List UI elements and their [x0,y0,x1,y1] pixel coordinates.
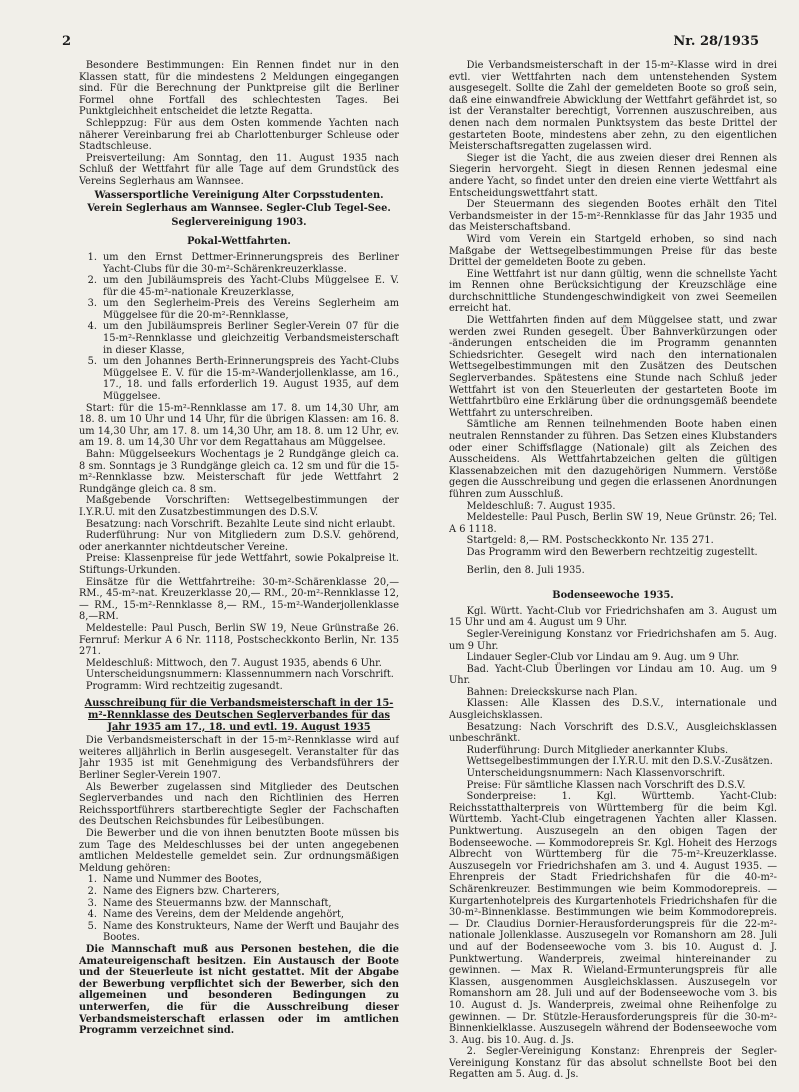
paragraph: Meldeschluß: Mittwoch, den 7. August 1935, abends 6 Uhr. [85,657,382,669]
paragraph: Unterscheidungsnummern: Nach Klassenvorschrift. [466,768,726,780]
list-item: 1. Name und Nummer des Bootes, [87,874,262,886]
paragraph: Lindauer Segler-Club vor Lindau am 9. Aug. um 9 Uhr. [466,652,740,664]
paragraph: Wird vom Verein ein Startgeld erhoben, so sind nach Maßgabe der Wettsegelbestimmungen Preise für das beste Drittel der gemeldeten Boote zu geben. [449,233,777,269]
entry-requirements-list [79,874,399,944]
paragraph: Meldeschluß: 7. August 1935. [466,500,616,512]
paragraph: Die Wettfahrten finden auf dem Müggelsee statt, und zwar werden zwei Runden gesegelt. Über Bahnverkürzungen oder -änderungen entscheiden die im Programm genannten Schiedsrichter. Gesegelt wird nach den internationalen Wettsegelbestimmungen mit den Zusätzen des Deutschen Seglerverbandes. Spätestens eine Stunde nach Schluß jeder Wettfahrt ist von den Steuerleuten der gestarteten Boote im Wettfahrtbüro eine Erklärung über die ordnungsgemäß beendete Wettfahrt zu unterschreiben. [449,315,777,419]
organizers-line: Verein Seglerhaus am Wannsee. Segler-Club Tegel-See. [87,203,391,215]
list-item: 3. um den Seglerheim-Preis des Vereins Seglerheim am Müggelsee für die 20-m²-Rennklasse, [87,298,399,321]
paragraph: Programm: Wird rechtzeitig zugesandt. [85,680,283,692]
paragraph: Einsätze für die Wettfahrtreihe: 30-m²-Schärenklasse 20,— RM., 45-m²-nat. Kreuzerklasse 20,— RM., 20-m²-Rennklasse 12,— RM., 15-m²-Rennklasse 8,— RM., 15-m²-Wanderjollenklasse 8,—RM. [79,576,399,623]
list-item: 3. Name des Steuermanns bzw. der Mannschaft, [87,897,332,909]
date-line: Berlin, den 8. Juli 1935. [466,564,585,576]
organizers-line: Wassersportliche Vereinigung Alter Corpsstudenten. [94,189,384,201]
organizers-line: Seglervereinigung 1903. [171,216,307,228]
paragraph: Ruderführung: Durch Mitglieder anerkannter Klubs. [466,744,729,756]
section-heading: Pokal-Wettfahrten. [187,236,291,248]
paragraph: Als Bewerber zugelassen sind Mitglieder des Deutschen Seglerverbandes und nach den Richtlinien des Herren Reichssportführers startberechtigte Segler der Fachschaften des Deutschen Reichsbundes für Leibesübungen. [79,781,399,828]
paragraph: Wettsegelbestimmungen der I.Y.R.U. mit den D.S.V.-Zusätzen. [466,756,773,768]
paragraph: Segler-Vereinigung Konstanz vor Friedrichshafen am 5. Aug. um 9 Uhr. [449,628,777,652]
list-item: 4. um den Jubiläumspreis Berliner Segler-Verein 07 für die 15-m²-Rennklasse und gleichzeitig Verbandsmeisterschaft in dieser Klasse, [87,321,399,356]
paragraph: 2. Segler-Vereinigung Konstanz: Ehrenpreis der Segler-Vereinigung Konstanz für das absolut schnellste Boot bei den Regatten am 5. Aug. d. Js. [449,1046,777,1080]
paragraph: Preise: Für sämtliche Klassen nach Vorschrift des D.S.V. [466,779,746,791]
list-item: 5. Name des Konstrukteurs, Name der Werft und Baujahr des Bootes. [87,920,399,944]
paragraph: Die Mannschaft muß aus Personen bestehen, die die Amateureigenschaft besitzen. Ein Austausch der Boote und der Steuerleute ist nicht gestattet. Mit der Abgabe der Bewerbung verpflichtet sich der Bewerber, sich den allgemeinen und besonderen Bedingungen zu unterwerfen, die für die Ausschreibung dieser Verbandsmeisterschaft erlassen oder im amtlichen Programm verzeichnet sind. [79,943,399,1037]
list-item: 2. Name des Eigners bzw. Charterers, [87,885,280,897]
paragraph: Eine Wettfahrt ist nur dann gültig, wenn die schnellste Yacht im Rennen ohne Berücksichtigung der Kreuzschläge eine durchschnittliche Stundengeschwindigkeit von zwei Seemeilen erreicht hat. [449,268,777,315]
paragraph: Bahn: Müggelseekurs Wochentags je 2 Rundgänge gleich ca. 8 sm. Sonntags je 3 Rundgänge gleich ca. 12 sm und für die 15-m²-Rennklasse bzw. Meisterschaft für jede Wettfahrt 2 Rundgänge gleich ca. 8 sm. [79,449,399,495]
paragraph: Kgl. Württ. Yacht-Club vor Friedrichshafen am 3. August um 15 Uhr und am 4. August um 9 Uhr. [449,605,777,629]
paragraph: Der Steuermann des siegenden Bootes erhält den Titel Verbandsmeister in der 15-m²-Rennklasse für das Jahr 1935 und das Meisterschaftsband. [449,199,777,234]
section-heading: Bodenseewoche 1935. [552,590,674,602]
issue-number: Nr. 28/1935 [673,34,759,49]
paragraph: Ruderführung: Nur von Mitgliedern zum D.S.V. gehörend, oder anerkannter nichtdeutscher Vereine. [79,530,399,553]
paragraph: Sieger ist die Yacht, die aus zweien dieser drei Rennen als Siegerin hervorgeht. Siegt in diesen Rennen jedesmal eine andere Yacht, so findet unter den dreien eine vierte Wettfahrt als Entscheidungswettfahrt statt. [449,152,777,199]
list-item: 4. Name des Vereins, dem der Meldende angehört, [87,909,345,921]
paragraph: Preise: Klassenpreise für jede Wettfahrt, sowie Pokalpreise lt. Stiftungs-Urkunden. [79,553,399,576]
left-column [79,60,399,1080]
paragraph: Klassen: Alle Klassen des D.S.V., internationale und Ausgleichsklassen. [449,698,777,722]
paragraph: Preisverteilung: Am Sonntag, den 11. August 1935 nach Schluß der Wettfahrt für alle Tage auf dem Grundstück des Vereins Seglerhaus am Wannsee. [79,152,399,187]
list-item: 1. um den Ernst Dettmer-Erinnerungspreis des Berliner Yacht-Clubs für die 30-m²-Schärenkreuzerklasse. [87,251,399,275]
paragraph: Schleppzug: Für aus dem Osten kommende Yachten nach näherer Vereinbarung frei ab Charlottenburger Schleuse oder Stadtschleuse. [79,117,399,153]
paragraph: Besatzung: nach Vorschrift. Bezahlte Leute sind nicht erlaubt. [85,518,396,530]
paragraph: Sonderpreise: 1. Kgl. Württemb. Yacht-Club: Reichsstatthalterpreis von Württemberg für die beim Kgl. Württemb. Yacht-Club eingetragenen Yachten aller Klassen. Punktwertung. Auszusegeln an den obigen Tagen der Bodenseewoche. — Kommodorepreis Sr. Kgl. Hoheit des Herzogs Albrecht von Württemberg für die 75-m²-Kreuzerklasse. Auszusegeln vor Friedrichshafen am 3. und 4. August 1935. — Ehrenpreis der Stadt Friedrichshafen für die 40-m²-Schärenkreuzer. Bestimmungen wie beim Kommodorepreis. — Kurgartenhotelpreis des Kurgartenhotels Friedrichshafen für die 30-m²-Binnenklasse. Bestimmungen wie beim Kommodorepreis. — Dr. Claudius Dornier-Herausforderungspreis für die 22-m²-nationale Jollenklasse. Auszusegeln vor Romanshorn am 28. Juli und auf der Bodenseewoche vom 3. bis 10. August d. J. Punktwertung. Wanderpreis, zweimal hintereinander zu gewinnen. — Max R. Wieland-Ermunterungspreis für alle Klassen, ausgenommen Ausgleichsklassen. Auszusegeln vor Romanshorn am 28. Juli und auf der Bodenseewoche vom 3. bis 10. August d. Js. Wanderpreis, zweimal ohne Reihenfolge zu gewinnen. — Dr. Stützle-Herausforderungspreis für die 30-m²-Binnenkielklasse. Auszusegeln während der Bodenseewoche vom 3. Aug. bis 10. Aug. d. Js. [449,791,777,1046]
paragraph: Die Verbandsmeisterschaft in der 15-m²-Klasse wird in drei evtl. vier Wettfahrten nach dem untenstehenden System ausgesegelt. Sollte die Zahl der gemeldeten Boote so groß sein, daß eine einwandfreie Abwicklung der Wettfahrt gefährdet ist, so ist der Veranstalter berechtigt, Vorrennen auszuschreiben, aus denen nach dem normalen Punktsystem das beste Drittel der gestarteten Boote, mindestens aber zehn, zu den eigentlichen Meisterschaftsregatten zugelassen wird. [449,60,777,153]
paragraph: Besatzung: Nach Vorschrift des D.S.V., Ausgleichsklassen unbeschränkt. [449,721,777,745]
paragraph: Meldestelle: Paul Pusch, Berlin SW 19, Neue Grünstraße 26. Fernruf: Merkur A 6 Nr. 1118, Postscheckkonto Berlin, Nr. 135 271. [79,622,399,658]
paragraph: Start: für die 15-m²-Rennklasse am 17. 8. um 14,30 Uhr, am 18. 8. um 10 Uhr und 14 Uhr, für die übrigen Klassen: am 16. 8. um 14,30 Uhr, am 17. 8. um 14,30 Uhr, am 18. 8. um 12 Uhr, ev. am 19. 8. um 14,30 Uhr vor dem Regattahaus am Müggelsee. [79,402,399,449]
page-number: 2 [62,34,72,49]
paragraph: Bad. Yacht-Club Überlingen vor Lindau am 10. Aug. um 9 Uhr. [449,663,777,687]
paragraph: Besondere Bestimmungen: Ein Rennen findet nur in den Klassen statt, für die mindestens 2 Meldungen eingegangen sind. Für die Berechnung der Punktpreise gilt die Berliner Formel ohne Fortfall des schlechtesten Tages. Bei Punktgleichheit entscheidet die letzte Regatta. [79,60,399,118]
paragraph: Maßgebende Vorschriften: Wettsegelbestimmungen der I.Y.R.U. mit den Zusatzbestimmungen des D.S.V. [79,495,399,518]
list-item: 5. um den Johannes Berth-Erinnerungspreis des Yacht-Clubs Müggelsee E. V. für die 15-m²-Wanderjollenklasse, am 16., 17., 18. und falls erforderlich 19. August 1935, auf dem Müggelsee. [87,356,399,403]
right-column [449,60,777,1080]
paragraph: Das Programm wird den Bewerbern rechtzeitig zugestellt. [466,546,758,558]
paragraph: Bahnen: Dreieckskurse nach Plan. [466,686,638,698]
paragraph: Die Verbandsmeisterschaft in der 15-m²-Rennklasse wird auf weiteres alljährlich in Berlin ausgesegelt. Veranstalter für das Jahr 1935 ist mit Genehmigung des Verbandsführers der Berliner Segler-Verein 1907. [79,735,399,782]
paragraph: Die Bewerber und die von ihnen benutzten Boote müssen bis zum Tage des Meldeschlusses bei der unten angegebenen amtlichen Meldestelle gemeldet sein. Zur ordnungsmäßigen Meldung gehören: [79,828,399,874]
paragraph: Startgeld: 8,— RM. Postscheckkonto Nr. 135 271. [466,535,714,547]
paragraph: Meldestelle: Paul Pusch, Berlin SW 19, Neue Grünstr. 26; Tel. A 6 1118. [449,512,777,535]
section-heading: Ausschreibung für die Verbandsmeisterschaft in der 15-m²-Rennklasse des Deutschen Seglerverbandes für das Jahr 1935 am 17., 18. und evtl. 19. August 1935 [84,698,394,733]
paragraph: Unterscheidungsnummern: Klassennummern nach Vorschrift. [85,669,394,681]
list-item: 2. um den Jubiläumspreis des Yacht-Clubs Müggelsee E. V. für die 45-m²-nationale Kreuzerklasse, [87,275,399,298]
paragraph: Sämtliche am Rennen teilnehmenden Boote haben einen neutralen Rennstander zu führen. Das Setzen eines Klubstanders oder einer Schiffsflagge (Nationale) gilt als Zeichen des Ausscheidens. Als Wettfahrtabzeichen gelten die gültigen Klassenabzeichen mit den dazugehörigen Nummern. Verstöße gegen die Ausschreibung und gegen die erlassenen Anordnungen führen zum Ausschluß. [449,419,777,500]
pokal-list [79,252,399,403]
